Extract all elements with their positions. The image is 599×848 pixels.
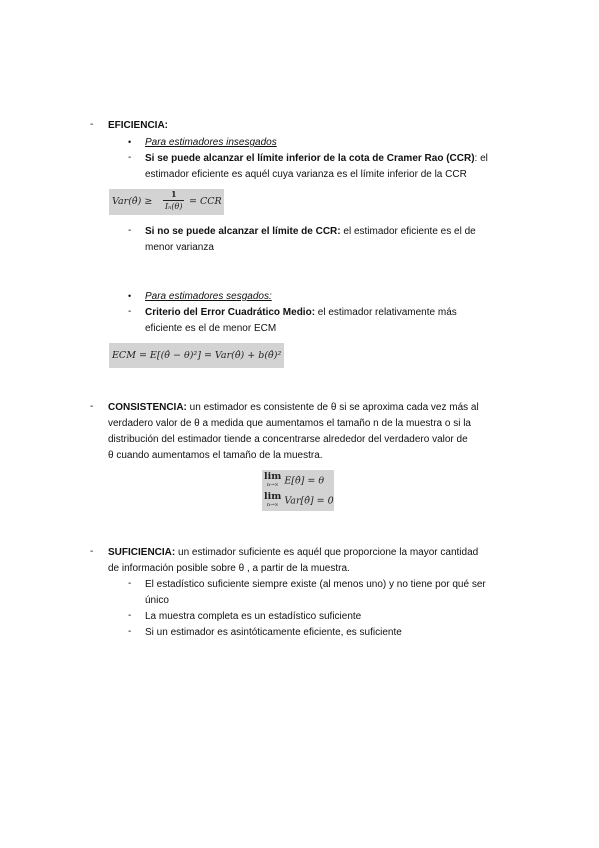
formula-consistencia-image (262, 470, 334, 511)
ccr-line-1: Si se puede alcanzar el límite inferior de la cota de Cramer Rao (CCR): el (145, 153, 488, 164)
list-dash: - (128, 152, 132, 163)
label-insesgados: Para estimadores insesgados (145, 137, 277, 148)
consistencia-line-4: θ cuando aumentamos el tamaño de la muestra. (108, 450, 323, 461)
no-ccr-line-2: menor varianza (145, 242, 214, 253)
suficiencia-item-1: El estadístico suficiente siempre existe (al menos uno) y no tiene por qué ser (145, 579, 486, 590)
ecm-line-2: eficiente es el de menor ECM (145, 323, 277, 334)
list-dash: - (128, 626, 132, 637)
ecm-line-1: Criterio del Error Cuadrático Medio: el estimador relativamente más (145, 307, 457, 318)
consistencia-line-1: CONSISTENCIA: un estimador es consistente de θ si se aproxima cada vez más al (108, 402, 479, 413)
consistencia-line-3: distribución del estimador tiende a concentrarse alrededor del verdadero valor de (108, 434, 468, 445)
formula-ccr-image (109, 189, 224, 215)
formula-ccr-lhs: Var(θ̂) ≥ (112, 196, 153, 207)
suficiencia-item-1-cont: único (145, 595, 169, 606)
suficiencia-line-2: de información posible sobre θ , a partir de la muestra. (108, 563, 350, 574)
label-sesgados: Para estimadores sesgados: (145, 291, 272, 302)
list-dash: - (90, 119, 94, 130)
formula-lim-variance: lim n→∞ Var[θ̂] = 0 (264, 491, 334, 508)
list-bullet: • (128, 137, 132, 147)
formula-ccr-fraction: $\frac{1}{\text{Iₙ(θ)}}$ (165, 189, 183, 211)
formula-lim-expectation: lim n→∞ E[θ̂] = θ (264, 471, 325, 488)
list-dash: - (128, 610, 132, 621)
ccr-line-2: estimador eficiente es aquél cuya varianza es el límite inferior de la CCR (145, 169, 467, 180)
no-ccr-line-1: Si no se puede alcanzar el límite de CCR: el estimador eficiente es el de (145, 226, 476, 237)
suficiencia-line-1: SUFICIENCIA: un estimador suficiente es aquél que proporcione la mayor cantidad (108, 547, 479, 558)
list-dash: - (128, 225, 132, 236)
formula-ccr-rhs: = CCR (189, 196, 222, 207)
list-dash: - (90, 546, 94, 557)
suficiencia-item-3: Si un estimador es asintóticamente eficiente, es suficiente (145, 627, 402, 638)
list-dash: - (128, 306, 132, 317)
list-dash: - (90, 401, 94, 412)
consistencia-line-2: verdadero valor de θ a medida que aumentamos el tamaño n de la muestra o si la (108, 418, 471, 429)
list-dash: - (128, 578, 132, 589)
suficiencia-item-2: La muestra completa es un estadístico suficiente (145, 611, 362, 622)
section-title-eficiencia: EFICIENCIA: (108, 120, 168, 131)
list-bullet: • (128, 291, 132, 301)
formula-ecm-image: ECM = E[(θ̂ − θ)²] = Var(θ̂) + b(θ̂)² (109, 343, 284, 368)
